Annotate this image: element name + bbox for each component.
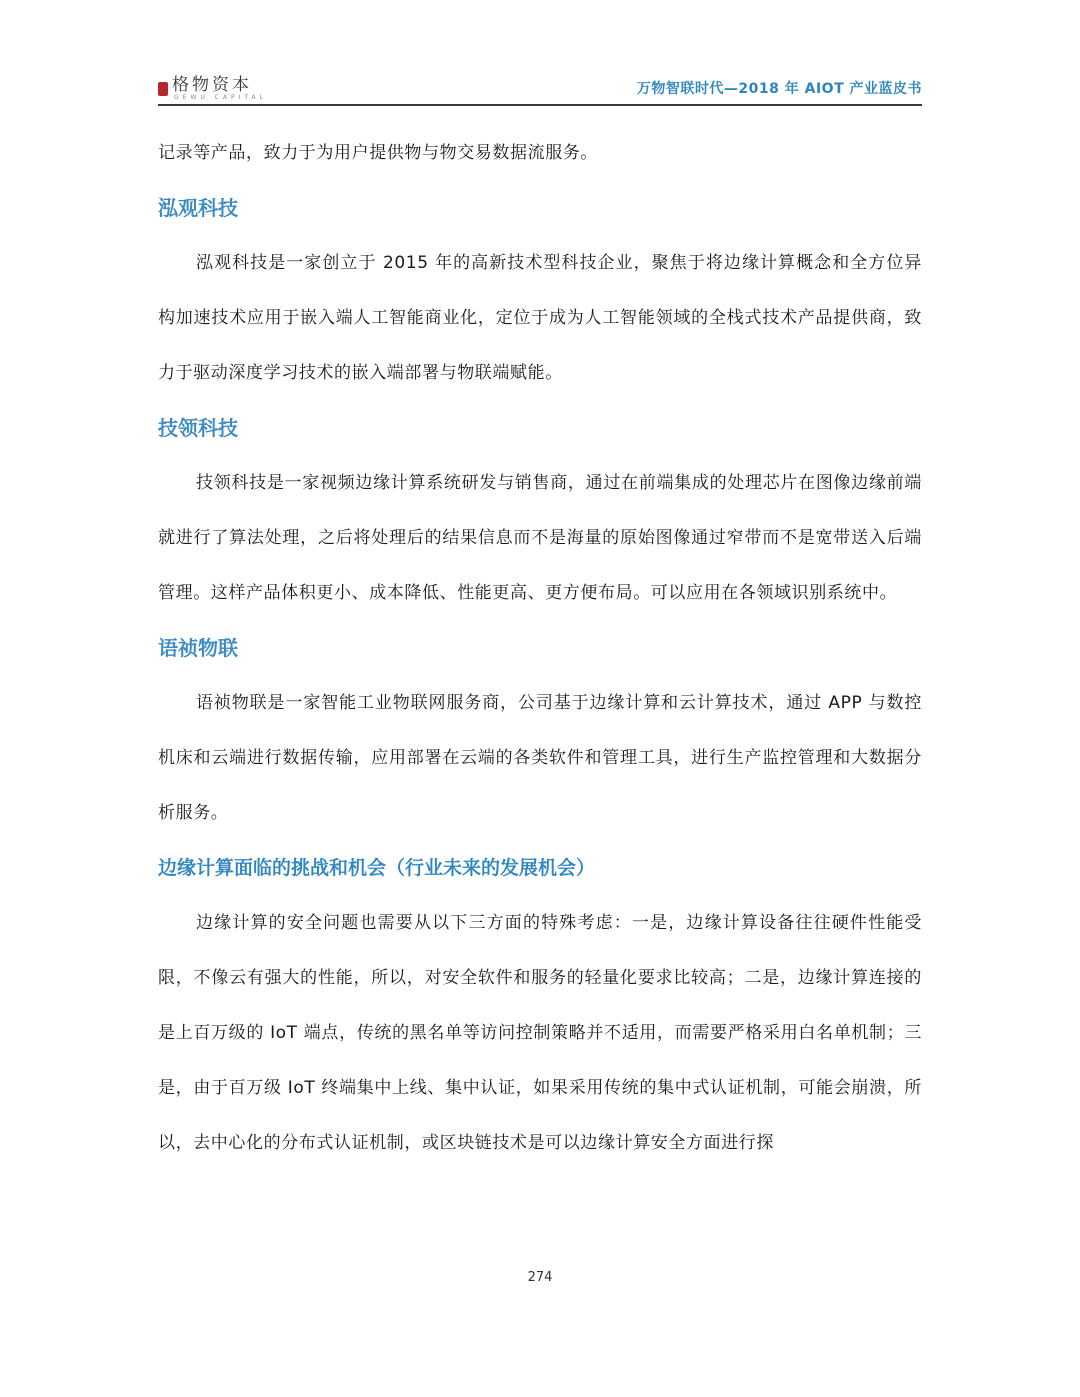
section-heading-challenges: 边缘计算面临的挑战和机会（行业未来的发展机会） <box>158 857 596 879</box>
company-logo <box>158 76 267 104</box>
company-desc-jiling: 技领科技是一家视频边缘计算系统研发与销售商，通过在前端集成的处理芯片在图像边缘前端就进行了算法处理，之后将处理后的结果信息而不是海量的原始图像通过窄带而不是宽带送入后端管理。这样产品体积更小、成本降低、性能更高、更方便布局。可以应用在各领域识别系统中。 <box>158 473 922 603</box>
company-heading-jiling: 技领科技 <box>158 416 238 440</box>
company-heading-yuzhen: 语祯物联 <box>158 636 238 660</box>
company-desc-yuzhen: 语祯物联是一家智能工业物联网服务商，公司基于边缘计算和云计算技术，通过 APP 与数控机床和云端进行数据传输，应用部署在云端的各类软件和管理工具，进行生产监控管理和大数据分析服务。 <box>158 693 922 823</box>
logo-text-cn: 格物资本 <box>172 75 252 95</box>
company-desc-hongguan: 泓观科技是一家创立于 2015 年的高新技术型科技企业，聚焦于将边缘计算概念和全方位异构加速技术应用于嵌入端人工智能商业化，定位于成为人工智能领域的全栈式技术产品提供商，致力于驱动深度学习技术的嵌入端部署与物联端赋能。 <box>158 253 922 383</box>
page-header <box>158 72 922 106</box>
company-heading-hongguan: 泓观科技 <box>158 196 238 220</box>
document-title: 万物智联时代—2018 年 AIOT 产业蓝皮书 <box>636 81 922 97</box>
logo-text-en: GEWU CAPITAL <box>174 94 267 101</box>
section-body-security: 边缘计算的安全问题也需要从以下三方面的特殊考虑：一是，边缘计算设备往往硬件性能受限，不像云有强大的性能，所以，对安全软件和服务的轻量化要求比较高；二是，边缘计算连接的是上百万级的 IoT 端点，传统的黑名单等访问控制策略并不适用，而需要严格采用白名单机制；三是，由于百万级 IoT 终端集中上线、集中认证，如果采用传统的集中式认证机制，可能会崩溃，所以，去中心化的分布式认证机制，或区块链技术是可以边缘计算安全方面进行探 <box>158 913 922 1153</box>
page-content <box>158 126 922 1171</box>
intro-paragraph-tail: 记录等产品，致力于为用户提供物与物交易数据流服务。 <box>158 143 598 163</box>
logo-seal-icon <box>158 82 168 96</box>
page-number: 274 <box>527 1270 553 1285</box>
